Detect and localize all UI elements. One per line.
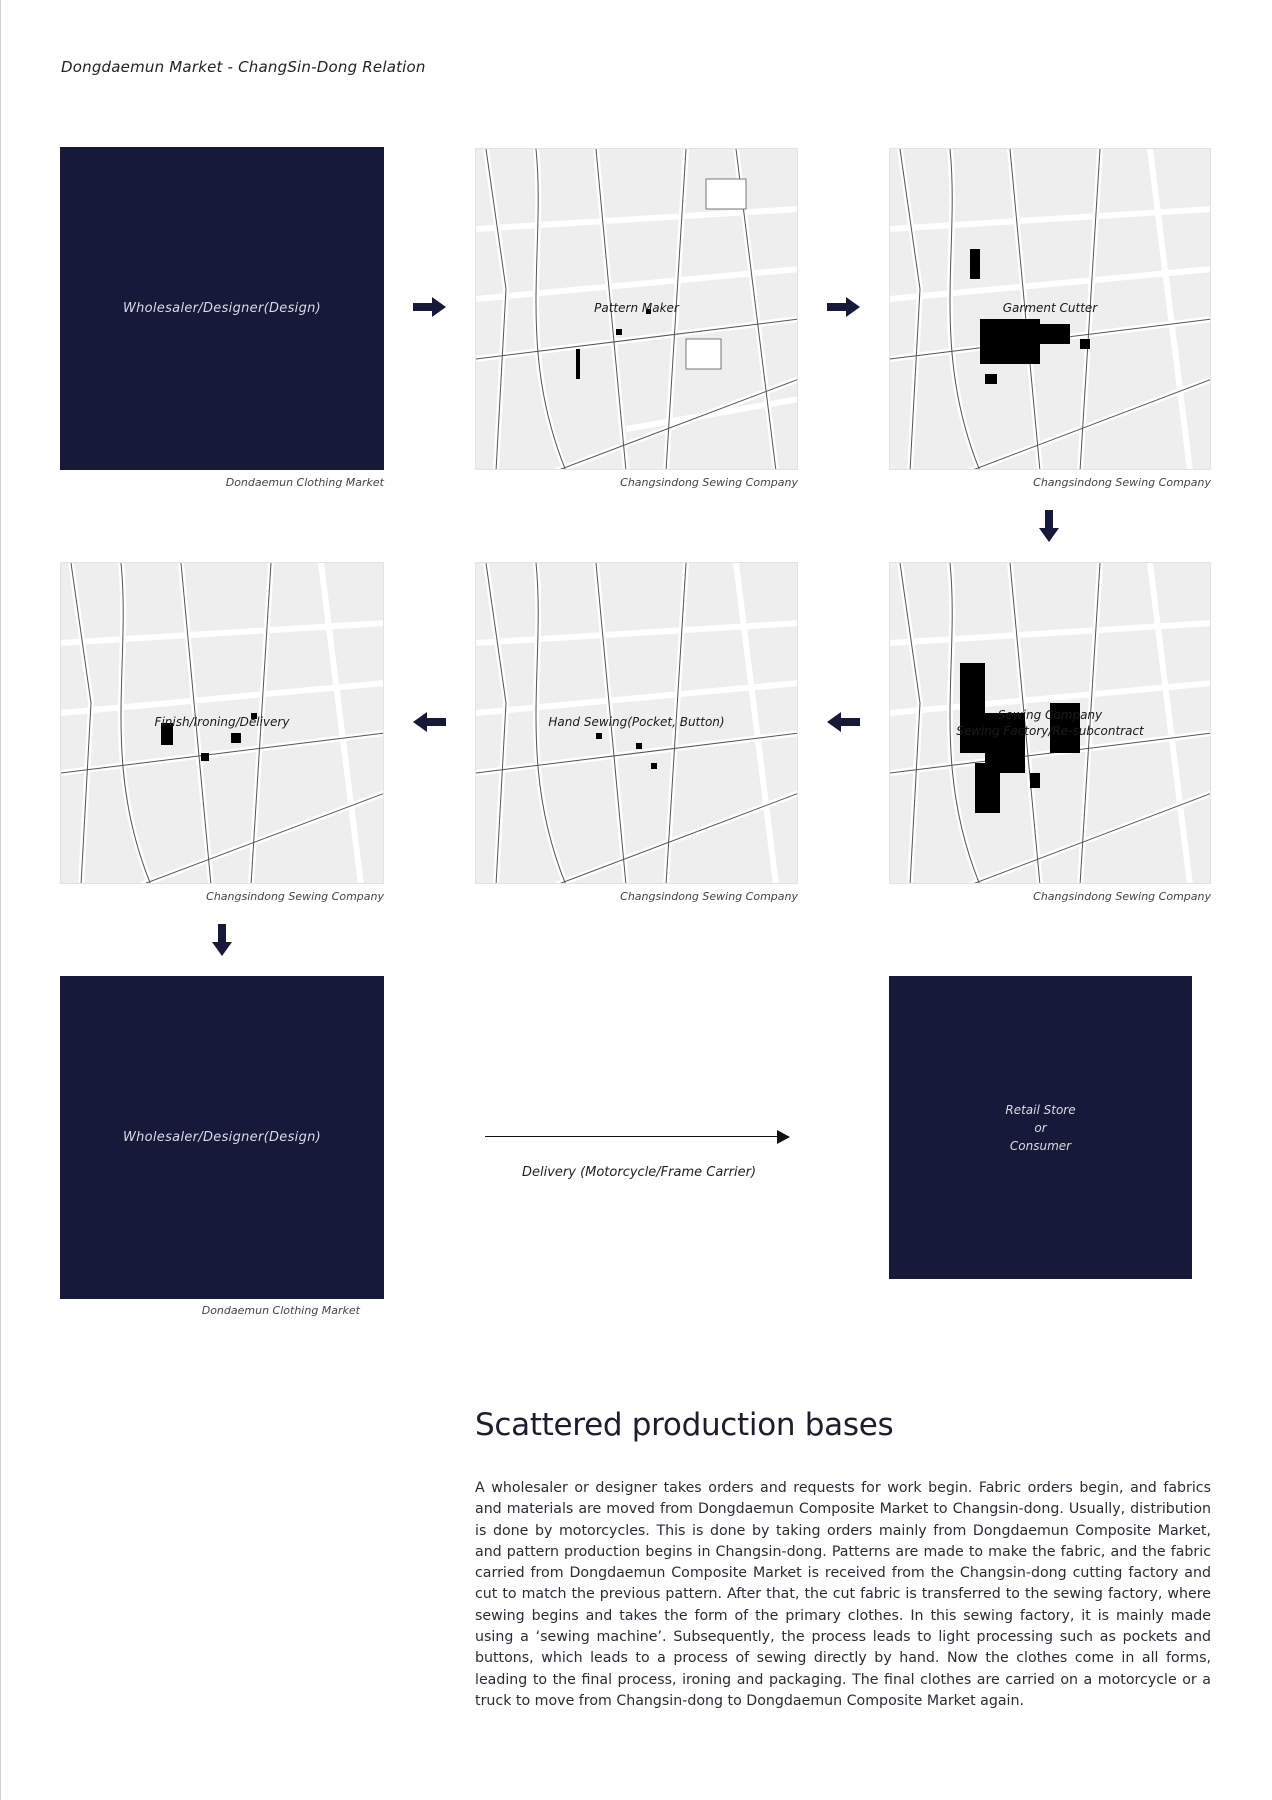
map-pattern-maker bbox=[475, 148, 798, 470]
retail-line-1: Retail Store bbox=[1005, 1102, 1076, 1117]
page-left-rule bbox=[0, 0, 1, 1800]
arrow-left-2-icon bbox=[413, 712, 446, 732]
map-finish-ironing bbox=[60, 562, 384, 884]
map-pattern-maker-label: Pattern Maker bbox=[594, 301, 679, 315]
retail-line-3: Consumer bbox=[1009, 1138, 1072, 1153]
retail-consumer-panel bbox=[889, 976, 1192, 1279]
step-wholesaler-final-panel bbox=[60, 976, 384, 1299]
delivery-arrow-head-icon bbox=[777, 1130, 790, 1144]
delivery-arrow-line bbox=[485, 1136, 779, 1137]
delivery-label: Delivery (Motorcycle/Frame Carrier) bbox=[521, 1165, 757, 1180]
map-garment-cutter bbox=[889, 148, 1211, 470]
step-wholesaler-final-label: Wholesaler/Designer(Design) bbox=[122, 1130, 322, 1145]
map-sewing-company bbox=[889, 562, 1211, 884]
retail-consumer-text bbox=[1005, 1101, 1075, 1155]
map-hand-sewing bbox=[475, 562, 798, 884]
map-garment-cutter-label: Garment Cutter bbox=[1002, 301, 1098, 315]
arrow-right-2-icon bbox=[827, 297, 860, 317]
map-finish-ironing-caption: Changsindong Sewing Company bbox=[206, 890, 384, 903]
step-wholesaler-final-caption: Dondaemun Clothing Market bbox=[201, 1304, 360, 1317]
map-hand-sewing-caption: Changsindong Sewing Company bbox=[620, 890, 798, 903]
section-body: A wholesaler or designer takes orders and requests for work begin. Fabric orders begin, and fabrics and materials are moved from Dongdaemun Composite Market to Changsin-dong. Usually, distribution is done by motorcycles. This is done by taking orders mainly from Dongdaemun Composite Market, and pattern production begins in Changsin-dong. Patterns are made to make the fabric, and the fabric carried from Dongdaemun Composite Market is received from the Changsin-dong cutting factory and cut to match the previous pattern. After that, the cut fabric is transferred to the sewing factory, where sewing begins and takes the form of the primary clothes. In this sewing factory, it is mainly made using a ‘sewing machine’. Subsequently, the process leads to light processing such as pockets and buttons, which leads to a process of sewing directly by hand. Now the clothes come in all forms, leading to the final process, ironing and packaging. The final clothes are carried on a motorcycle or a truck to move from Changsin-dong to Dongdaemun Composite Market again. bbox=[475, 1480, 1211, 1709]
map-garment-cutter-caption: Changsindong Sewing Company bbox=[1033, 476, 1211, 489]
map-sewing-company-caption: Changsindong Sewing Company bbox=[1033, 890, 1211, 903]
map-hand-sewing-label: Hand Sewing(Pocket, Button) bbox=[548, 715, 725, 729]
retail-line-2: or bbox=[1034, 1120, 1047, 1135]
arrow-down-1-icon bbox=[1039, 510, 1059, 542]
section-title: Scattered production bases bbox=[475, 1407, 894, 1443]
map-sewing-company-label: Sewing Company Sewing Factory/Re-subcontract bbox=[956, 708, 1144, 738]
map-finish-ironing-label: Finish/Ironing/Delivery bbox=[154, 715, 290, 729]
step-wholesaler-panel bbox=[60, 147, 384, 470]
page-header: Dongdaemun Market - ChangSin-Dong Relation bbox=[61, 58, 426, 76]
arrow-left-1-icon bbox=[827, 712, 860, 732]
step-wholesaler-label: Wholesaler/Designer(Design) bbox=[122, 301, 322, 316]
step-wholesaler-caption: Dondaemun Clothing Market bbox=[225, 476, 384, 489]
arrow-down-2-icon bbox=[212, 924, 232, 956]
map-pattern-maker-caption: Changsindong Sewing Company bbox=[620, 476, 798, 489]
arrow-right-1-icon bbox=[413, 297, 446, 317]
